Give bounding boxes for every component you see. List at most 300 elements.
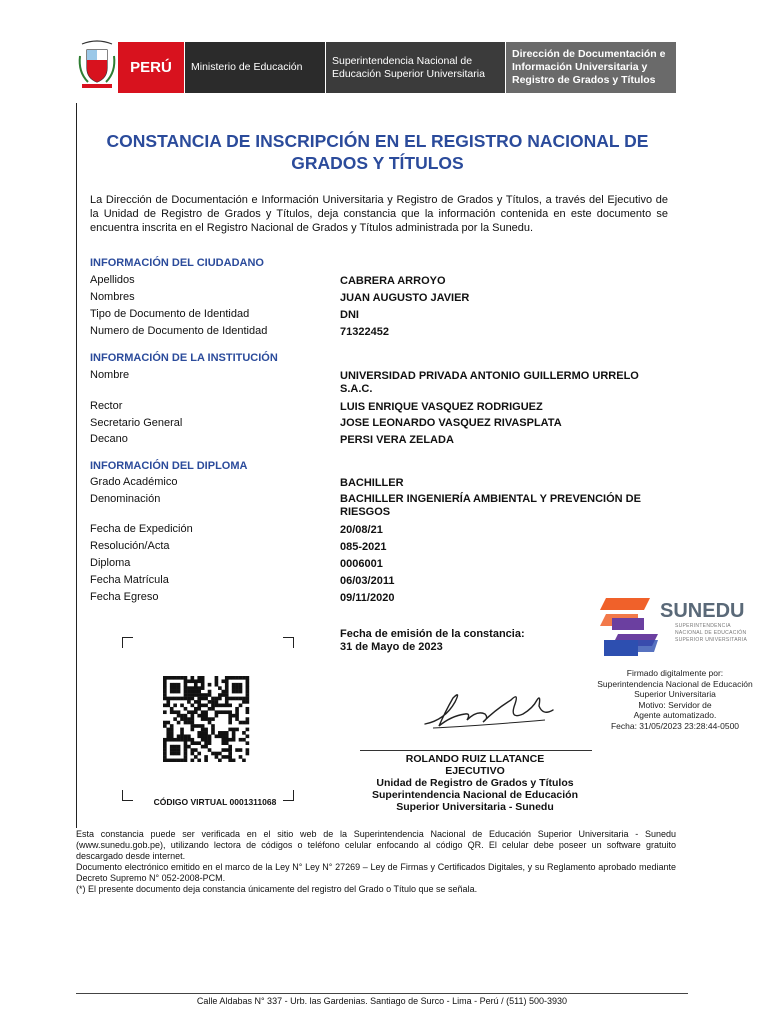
qr-module bbox=[163, 690, 167, 694]
peru-coat-of-arms-icon bbox=[76, 40, 118, 92]
qr-module bbox=[194, 690, 198, 694]
qr-module bbox=[180, 734, 184, 738]
qr-module bbox=[225, 755, 229, 759]
qr-module bbox=[235, 690, 239, 694]
qr-module bbox=[201, 717, 205, 721]
qr-module bbox=[228, 752, 232, 756]
qr-module bbox=[246, 717, 250, 721]
field-label: Numero de Documento de Identidad bbox=[90, 325, 268, 337]
qr-module bbox=[163, 683, 167, 687]
qr-module bbox=[232, 731, 236, 735]
qr-module bbox=[170, 710, 174, 714]
qr-module bbox=[246, 700, 250, 704]
qr-module bbox=[180, 738, 184, 742]
qr-module bbox=[232, 738, 236, 742]
qr-module bbox=[194, 748, 198, 752]
qr-module bbox=[218, 710, 222, 714]
qr-module bbox=[221, 693, 225, 697]
qr-module bbox=[180, 704, 184, 708]
qr-module bbox=[191, 693, 195, 697]
qr-module bbox=[211, 697, 215, 701]
qr-module bbox=[191, 697, 195, 701]
qr-module bbox=[232, 697, 236, 701]
qr-module bbox=[225, 704, 229, 708]
qr-module bbox=[235, 728, 239, 732]
qr-module bbox=[232, 690, 236, 694]
qr-module bbox=[184, 686, 188, 690]
qr-module bbox=[197, 693, 201, 697]
qr-module bbox=[163, 755, 167, 759]
qr-module bbox=[232, 734, 236, 738]
qr-module bbox=[208, 734, 212, 738]
qr-module bbox=[170, 686, 174, 690]
qr-module bbox=[187, 686, 191, 690]
qr-module bbox=[166, 731, 170, 735]
qr-module bbox=[177, 752, 181, 756]
qr-module bbox=[163, 710, 167, 714]
qr-module bbox=[197, 679, 201, 683]
field-value: JUAN AUGUSTO JAVIER bbox=[340, 292, 470, 304]
qr-module bbox=[204, 759, 208, 762]
qr-module bbox=[228, 697, 232, 701]
qr-module bbox=[208, 738, 212, 742]
qr-module bbox=[166, 676, 170, 680]
footer-address: Calle Aldabas N° 337 - Urb. las Gardenias. Santiago de Surco - Lima - Perú / (511) 500-3930 bbox=[196, 996, 568, 1006]
field-label: Secretario General bbox=[90, 417, 183, 429]
qr-module bbox=[177, 738, 181, 742]
qr-module bbox=[225, 738, 229, 742]
qr-module bbox=[225, 731, 229, 735]
qr-module bbox=[173, 738, 177, 742]
field-value: 0006001 bbox=[340, 558, 383, 570]
qr-module bbox=[221, 679, 225, 683]
qr-module bbox=[173, 759, 177, 762]
qr-module bbox=[177, 683, 181, 687]
qr-module bbox=[173, 745, 177, 749]
signature-line bbox=[360, 750, 592, 751]
qr-module bbox=[163, 745, 167, 749]
qr-module bbox=[215, 714, 219, 718]
note-legal: Documento electrónico emitido en el marco de la Ley N° Ley N° 27269 – Ley de Firmas y Certificados Digitales, y su Reglamento aprobado mediante Decreto Supremo N° 052-2008-PCM. bbox=[76, 862, 676, 883]
qr-module bbox=[197, 724, 201, 728]
qr-module bbox=[232, 714, 236, 718]
qr-module bbox=[225, 683, 229, 687]
qr-module bbox=[197, 686, 201, 690]
qr-module bbox=[170, 748, 174, 752]
qr-module bbox=[204, 745, 208, 749]
qr-module bbox=[194, 741, 198, 745]
qr-frame-corner bbox=[122, 637, 133, 648]
qr-module bbox=[163, 697, 167, 701]
qr-module bbox=[201, 724, 205, 728]
qr-module bbox=[246, 697, 250, 701]
qr-module bbox=[184, 707, 188, 711]
ministry-label: Ministerio de Educación bbox=[185, 42, 325, 93]
qr-module bbox=[242, 700, 246, 704]
document-title: CONSTANCIA DE INSCRIPCIÓN EN EL REGISTRO NACIONAL DE GRADOS Y TÍTULOS bbox=[106, 131, 649, 173]
qr-module bbox=[170, 759, 174, 762]
qr-module bbox=[221, 748, 225, 752]
qr-module bbox=[218, 693, 222, 697]
qr-module bbox=[242, 738, 246, 742]
qr-module bbox=[204, 710, 208, 714]
qr-module bbox=[170, 752, 174, 756]
qr-module bbox=[204, 714, 208, 718]
digsig-line: Firmado digitalmente por: bbox=[626, 668, 724, 678]
qr-module bbox=[163, 704, 167, 708]
qr-module bbox=[246, 741, 250, 745]
qr-module bbox=[242, 731, 246, 735]
qr-module bbox=[197, 734, 201, 738]
qr-module bbox=[170, 676, 174, 680]
qr-module bbox=[197, 731, 201, 735]
qr-module bbox=[215, 683, 219, 687]
qr-module bbox=[187, 690, 191, 694]
qr-module bbox=[191, 676, 195, 680]
qr-module bbox=[246, 683, 250, 687]
digsig-line: Superior Universitaria bbox=[634, 689, 716, 699]
qr-module bbox=[191, 704, 195, 708]
field-value: 71322452 bbox=[340, 326, 389, 338]
qr-module bbox=[194, 710, 198, 714]
qr-module bbox=[232, 686, 236, 690]
field-label: Denominación bbox=[90, 493, 161, 505]
qr-module bbox=[170, 728, 174, 732]
qr-module bbox=[246, 693, 250, 697]
qr-module bbox=[218, 686, 222, 690]
qr-module bbox=[201, 728, 205, 732]
qr-module bbox=[208, 741, 212, 745]
qr-module bbox=[235, 710, 239, 714]
qr-module bbox=[166, 697, 170, 701]
qr-module bbox=[191, 752, 195, 756]
field-label: Resolución/Acta bbox=[90, 540, 170, 552]
qr-module bbox=[197, 741, 201, 745]
qr-module bbox=[228, 738, 232, 742]
qr-module bbox=[225, 686, 229, 690]
signer-block bbox=[340, 753, 610, 813]
sunedu-sub-line: SUPERINTENDENCIA bbox=[675, 623, 731, 629]
qr-module bbox=[239, 748, 243, 752]
qr-module bbox=[211, 704, 215, 708]
qr-module bbox=[204, 704, 208, 708]
qr-module bbox=[177, 690, 181, 694]
qr-module bbox=[225, 710, 229, 714]
qr-module bbox=[170, 683, 174, 687]
qr-module bbox=[177, 759, 181, 762]
qr-module bbox=[204, 693, 208, 697]
qr-module bbox=[215, 734, 219, 738]
qr-module bbox=[187, 745, 191, 749]
signer-org-1: Superintendencia Nacional de Educación bbox=[372, 789, 578, 801]
qr-module bbox=[173, 748, 177, 752]
qr-module bbox=[211, 724, 215, 728]
verification-notes bbox=[76, 829, 676, 895]
qr-module bbox=[235, 697, 239, 701]
qr-module bbox=[180, 717, 184, 721]
qr-module bbox=[163, 686, 167, 690]
qr-module bbox=[204, 741, 208, 745]
field-value: LUIS ENRIQUE VASQUEZ RODRIGUEZ bbox=[340, 401, 543, 413]
qr-module bbox=[170, 734, 174, 738]
qr-module bbox=[187, 697, 191, 701]
qr-module bbox=[204, 731, 208, 735]
field-value: BACHILLER bbox=[340, 477, 404, 489]
qr-module bbox=[184, 717, 188, 721]
qr-module bbox=[208, 700, 212, 704]
qr-module bbox=[239, 697, 243, 701]
emission-label: Fecha de emisión de la constancia: bbox=[340, 628, 525, 640]
qr-module bbox=[208, 717, 212, 721]
qr-module bbox=[191, 721, 195, 725]
qr-module bbox=[211, 728, 215, 732]
field-value: JOSE LEONARDO VASQUEZ RIVASPLATA bbox=[340, 417, 562, 429]
qr-module bbox=[221, 731, 225, 735]
digsig-line: Superintendencia Nacional de Educación bbox=[597, 678, 753, 689]
qr-module bbox=[194, 683, 198, 687]
field-value: 09/11/2020 bbox=[340, 592, 395, 604]
qr-module bbox=[228, 717, 232, 721]
qr-module bbox=[246, 728, 250, 732]
qr-module bbox=[177, 734, 181, 738]
qr-module bbox=[194, 707, 198, 711]
qr-module bbox=[166, 700, 170, 704]
qr-module bbox=[184, 693, 188, 697]
qr-module bbox=[235, 717, 239, 721]
qr-module bbox=[221, 690, 225, 694]
qr-module bbox=[246, 752, 250, 756]
qr-module bbox=[239, 721, 243, 725]
sunedu-brand: SUNEDU bbox=[660, 600, 745, 622]
qr-module bbox=[235, 683, 239, 687]
qr-module bbox=[166, 728, 170, 732]
qr-module bbox=[225, 679, 229, 683]
qr-module bbox=[239, 755, 243, 759]
qr-module bbox=[184, 676, 188, 680]
qr-module bbox=[191, 738, 195, 742]
qr-module bbox=[228, 728, 232, 732]
qr-module bbox=[225, 748, 229, 752]
qr-module bbox=[204, 738, 208, 742]
qr-module bbox=[191, 679, 195, 683]
qr-module bbox=[215, 697, 219, 701]
qr-module bbox=[232, 683, 236, 687]
qr-module bbox=[173, 704, 177, 708]
qr-module bbox=[197, 704, 201, 708]
qr-module bbox=[246, 686, 250, 690]
qr-module bbox=[246, 679, 250, 683]
qr-module bbox=[184, 759, 188, 762]
digsig-line: Motivo: Servidor de bbox=[638, 699, 712, 710]
qr-module bbox=[218, 734, 222, 738]
section-heading-citizen: INFORMACIÓN DEL CIUDADANO bbox=[90, 257, 264, 269]
qr-module bbox=[180, 731, 184, 735]
qr-module bbox=[184, 748, 188, 752]
qr-module bbox=[232, 676, 236, 680]
qr-module bbox=[187, 738, 191, 742]
qr-module bbox=[194, 686, 198, 690]
qr-module bbox=[242, 759, 246, 762]
qr-module bbox=[218, 759, 222, 762]
qr-module bbox=[232, 759, 236, 762]
qr-module bbox=[163, 721, 167, 725]
qr-module bbox=[218, 731, 222, 735]
qr-module bbox=[201, 693, 205, 697]
qr-module bbox=[218, 704, 222, 708]
qr-module bbox=[225, 693, 229, 697]
field-value: PERSI VERA ZELADA bbox=[340, 434, 454, 446]
field-value: CABRERA ARROYO bbox=[340, 275, 446, 287]
qr-module bbox=[197, 707, 201, 711]
qr-module bbox=[194, 755, 198, 759]
qr-module bbox=[187, 679, 191, 683]
qr-module bbox=[211, 752, 215, 756]
qr-module bbox=[228, 759, 232, 762]
field-value: 06/03/2011 bbox=[340, 575, 395, 587]
field-label: Diploma bbox=[90, 557, 131, 569]
qr-module bbox=[246, 721, 250, 725]
qr-module bbox=[194, 693, 198, 697]
qr-module bbox=[197, 690, 201, 694]
qr-module bbox=[215, 752, 219, 756]
field-label: Fecha Matrícula bbox=[90, 574, 169, 586]
qr-module bbox=[184, 741, 188, 745]
signer-role: EJECUTIVO bbox=[445, 765, 505, 777]
qr-module bbox=[211, 707, 215, 711]
qr-module bbox=[184, 683, 188, 687]
qr-module bbox=[215, 679, 219, 683]
qr-module bbox=[221, 741, 225, 745]
qr-module bbox=[239, 704, 243, 708]
qr-module bbox=[225, 741, 229, 745]
qr-module bbox=[170, 745, 174, 749]
qr-module bbox=[197, 700, 201, 704]
qr-module bbox=[163, 738, 167, 742]
qr-module bbox=[173, 717, 177, 721]
qr-module bbox=[228, 755, 232, 759]
field-value: DNI bbox=[340, 309, 359, 321]
qr-module bbox=[187, 721, 191, 725]
qr-module bbox=[221, 704, 225, 708]
qr-module bbox=[201, 686, 205, 690]
qr-module bbox=[187, 700, 191, 704]
qr-module bbox=[197, 752, 201, 756]
qr-module bbox=[180, 759, 184, 762]
direction-label: Dirección de Documentación e Información Universitaria y Registro de Grados y Títulos bbox=[506, 42, 676, 93]
qr-module bbox=[191, 710, 195, 714]
qr-module bbox=[163, 724, 167, 728]
signer-unit: Unidad de Registro de Grados y Títulos bbox=[376, 777, 574, 789]
qr-module bbox=[242, 676, 246, 680]
qr-module bbox=[177, 748, 181, 752]
qr-module bbox=[228, 710, 232, 714]
qr-module bbox=[246, 690, 250, 694]
qr-module bbox=[242, 721, 246, 725]
qr-module bbox=[191, 728, 195, 732]
qr-module bbox=[239, 738, 243, 742]
qr-module bbox=[208, 707, 212, 711]
qr-module bbox=[218, 697, 222, 701]
qr-module bbox=[184, 679, 188, 683]
qr-module bbox=[228, 721, 232, 725]
qr-module bbox=[246, 710, 250, 714]
qr-module bbox=[201, 679, 205, 683]
qr-module bbox=[197, 697, 201, 701]
qr-module bbox=[235, 676, 239, 680]
field-value: 085-2021 bbox=[340, 541, 387, 553]
qr-module bbox=[208, 721, 212, 725]
qr-module bbox=[173, 710, 177, 714]
qr-module bbox=[170, 697, 174, 701]
qr-module bbox=[170, 724, 174, 728]
qr-module bbox=[225, 697, 229, 701]
qr-module bbox=[184, 745, 188, 749]
qr-module bbox=[177, 697, 181, 701]
field-label: Tipo de Documento de Identidad bbox=[90, 308, 250, 320]
qr-module bbox=[173, 752, 177, 756]
qr-module bbox=[163, 752, 167, 756]
qr-module bbox=[194, 679, 198, 683]
qr-module bbox=[201, 738, 205, 742]
qr-module bbox=[208, 683, 212, 687]
qr-module bbox=[177, 721, 181, 725]
qr-module bbox=[173, 676, 177, 680]
qr-module bbox=[218, 752, 222, 756]
qr-module bbox=[242, 697, 246, 701]
qr-module bbox=[208, 693, 212, 697]
qr-module bbox=[194, 724, 198, 728]
qr-frame-corner bbox=[283, 637, 294, 648]
field-value: 20/08/21 bbox=[340, 524, 383, 536]
sunedu-subtitle bbox=[675, 623, 747, 644]
qr-module bbox=[191, 714, 195, 718]
qr-module bbox=[166, 704, 170, 708]
field-label: Nombres bbox=[90, 291, 135, 303]
field-label: Decano bbox=[90, 433, 128, 445]
qr-module bbox=[166, 759, 170, 762]
emission-date-block bbox=[340, 628, 525, 654]
qr-module bbox=[184, 734, 188, 738]
field-value: UNIVERSIDAD PRIVADA ANTONIO GUILLERMO URRELO S.A.C. bbox=[340, 370, 639, 395]
qr-module bbox=[204, 734, 208, 738]
qr-module bbox=[204, 717, 208, 721]
qr-module bbox=[228, 714, 232, 718]
qr-module bbox=[173, 697, 177, 701]
qr-module bbox=[170, 731, 174, 735]
qr-module bbox=[177, 714, 181, 718]
field-label: Fecha de Expedición bbox=[90, 523, 193, 535]
qr-module bbox=[163, 741, 167, 745]
qr-module bbox=[211, 717, 215, 721]
qr-module bbox=[211, 731, 215, 735]
qr-module bbox=[246, 676, 250, 680]
qr-module bbox=[228, 704, 232, 708]
qr-module bbox=[208, 690, 212, 694]
qr-module bbox=[180, 728, 184, 732]
field-label: Fecha Egreso bbox=[90, 591, 159, 603]
qr-module bbox=[201, 697, 205, 701]
qr-module bbox=[184, 697, 188, 701]
qr-module bbox=[211, 700, 215, 704]
qr-module bbox=[221, 710, 225, 714]
qr-module bbox=[208, 748, 212, 752]
superintendency-label: Superintendencia Nacional de Educación Superior Universitaria bbox=[326, 42, 505, 93]
qr-module bbox=[225, 676, 229, 680]
qr-module bbox=[173, 686, 177, 690]
qr-module bbox=[201, 683, 205, 687]
qr-module bbox=[191, 748, 195, 752]
qr-module bbox=[166, 721, 170, 725]
